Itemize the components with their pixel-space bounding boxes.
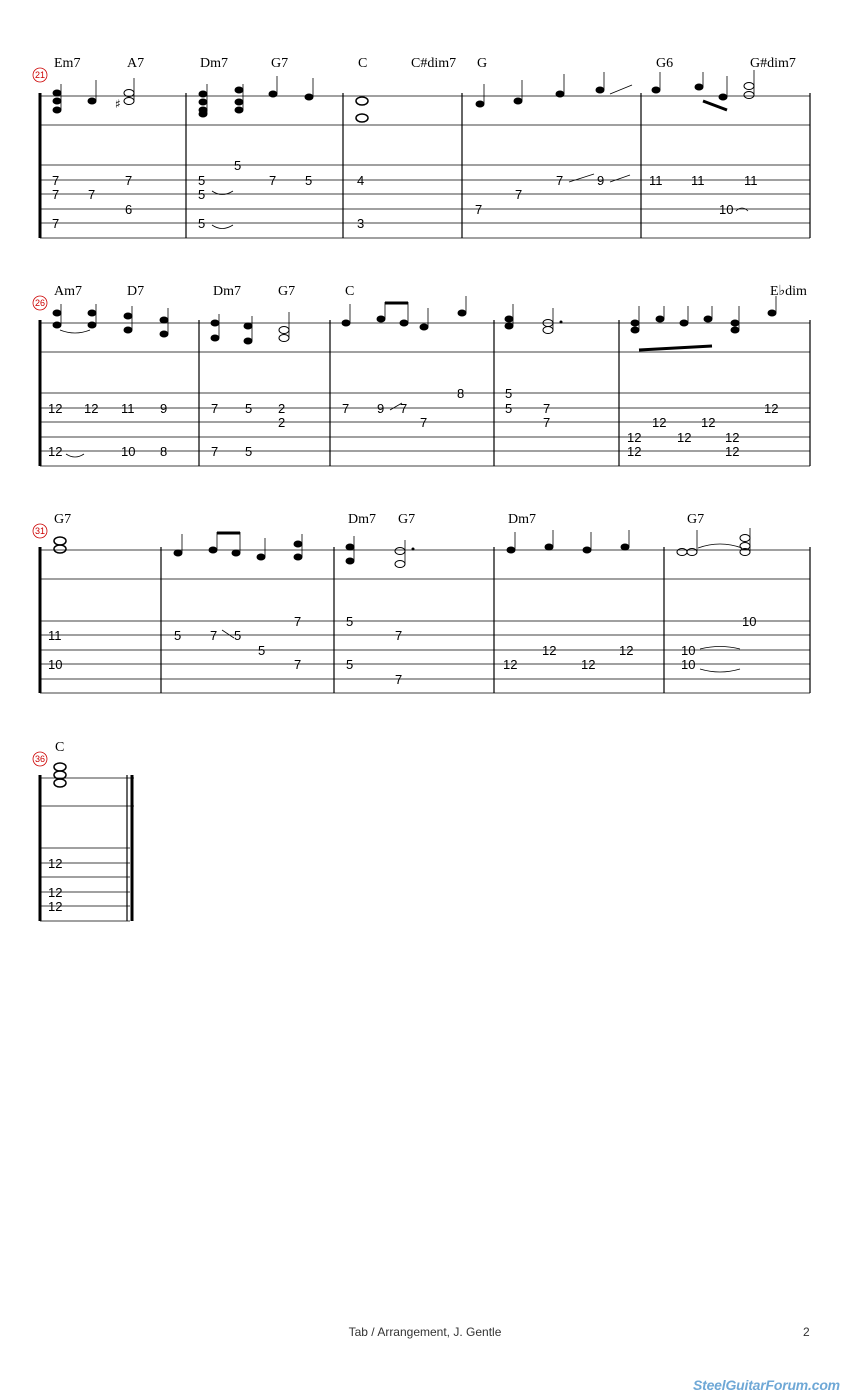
fret-number: 9 [597,173,605,188]
fret-number: 12 [48,885,63,900]
chord-symbol: Dm7 [508,512,536,527]
measure-number-marker [33,296,47,310]
fret-number: 5 [505,401,513,416]
fret-number: 3 [357,216,365,231]
fret-number: 5 [305,173,313,188]
fret-number: 7 [211,444,219,459]
fret-number: 7 [543,415,551,430]
fret-number: 11 [691,173,705,188]
fret-number: 5 [198,173,206,188]
notation-staff [40,296,810,466]
fret-number: 12 [701,415,716,430]
fret-number: 7 [556,173,564,188]
footer-credit: Tab / Arrangement, J. Gentle [348,1325,502,1339]
fret-number: 12 [542,643,557,658]
fret-number: 7 [125,173,133,188]
fret-number: 12 [48,444,63,459]
fret-number: 10 [681,643,696,658]
tab-frets [48,856,62,914]
fret-number: 7 [475,202,483,217]
fret-number: 7 [52,216,60,231]
fret-number: 12 [677,430,692,445]
chord-symbol: E♭dim [770,284,807,299]
svg-text:21: 21 [34,70,46,80]
notation-staff [40,70,810,238]
fret-number: 11 [649,173,663,188]
fret-number: 7 [210,628,218,643]
svg-text:36: 36 [34,754,46,764]
chord-symbol: G7 [271,56,289,71]
fret-number: 12 [764,401,779,416]
fret-number: 12 [619,643,634,658]
chord-symbol: G7 [687,512,705,527]
system-3 [33,512,810,693]
chord-symbol: C [345,284,355,299]
fret-number: 5 [505,386,513,401]
fret-number: 7 [211,401,219,416]
fret-number: 8 [160,444,168,459]
fret-number: 12 [725,444,740,459]
chord-symbol: D7 [127,284,145,299]
system-1 [33,56,810,238]
fret-number: 7 [342,401,350,416]
chord-symbol: C [358,56,368,71]
chord-symbol: G7 [278,284,296,299]
chord-symbol: A7 [127,56,145,71]
fret-number: 9 [160,401,168,416]
fret-number: 12 [581,657,596,672]
fret-number: 11 [48,628,62,643]
fret-number: 7 [294,657,302,672]
site-watermark: SteelGuitarForum.com [693,1377,840,1393]
fret-number: 7 [395,628,403,643]
fret-number: 12 [652,415,667,430]
fret-number: 10 [681,657,696,672]
fret-number: 12 [627,430,642,445]
fret-number: 12 [84,401,99,416]
fret-number: 5 [198,187,206,202]
chord-symbol: G6 [656,56,674,71]
fret-number: 12 [627,444,642,459]
fret-number: 10 [719,202,734,217]
fret-number: 5 [346,614,354,629]
chord-symbol: G7 [54,512,72,527]
tab-frets [48,386,778,459]
chord-symbol: G7 [398,512,416,527]
fret-number: 7 [52,173,60,188]
chord-symbol: Am7 [54,284,82,299]
fret-number: 12 [503,657,518,672]
fret-number: 7 [269,173,277,188]
fret-number: 5 [346,657,354,672]
fret-number: 12 [48,856,63,871]
fret-number: 10 [121,444,136,459]
chord-symbol: Dm7 [200,56,228,71]
fret-number: 12 [48,899,63,914]
fret-number: 11 [121,401,135,416]
chord-symbol: C#dim7 [411,56,457,71]
measure-number-marker [33,68,47,82]
tab-frets [48,614,756,687]
fret-number: 7 [543,401,551,416]
measure-number-marker [33,752,47,766]
fret-number: 5 [174,628,182,643]
fret-number: 12 [48,401,63,416]
chord-symbol: Dm7 [348,512,376,527]
chord-symbol: Em7 [54,56,81,71]
fret-number: 5 [245,444,253,459]
fret-number: 5 [234,628,242,643]
svg-text:31: 31 [34,526,46,536]
system-4 [33,740,134,921]
fret-number: 4 [357,173,365,188]
fret-number: 7 [420,415,428,430]
fret-number: 10 [742,614,757,629]
fret-number: 8 [457,386,465,401]
svg-text:26: 26 [34,298,46,308]
svg-text:♯: ♯ [115,97,121,111]
fret-number: 9 [377,401,385,416]
fret-number: 7 [395,672,403,687]
fret-number: 5 [245,401,253,416]
fret-number: 7 [88,187,96,202]
fret-number: 6 [125,202,133,217]
fret-number: 5 [258,643,266,658]
fret-number: 11 [744,173,758,188]
measure-number-marker [33,524,47,538]
fret-number: 12 [725,430,740,445]
chord-symbol: G [477,56,488,71]
fret-number: 7 [400,401,408,416]
chord-symbol: Dm7 [213,284,241,299]
fret-number: 5 [198,216,206,231]
fret-number: 7 [52,187,60,202]
fret-number: 5 [234,158,242,173]
fret-number: 2 [278,401,286,416]
fret-number: 10 [48,657,63,672]
fret-number: 2 [278,415,286,430]
system-2 [33,284,810,466]
chord-symbol: G#dim7 [750,56,796,71]
chord-symbol: C [55,740,65,755]
tab-frets [52,158,758,231]
page-number: 2 [803,1325,810,1339]
fret-number: 7 [515,187,523,202]
fret-number: 7 [294,614,302,629]
